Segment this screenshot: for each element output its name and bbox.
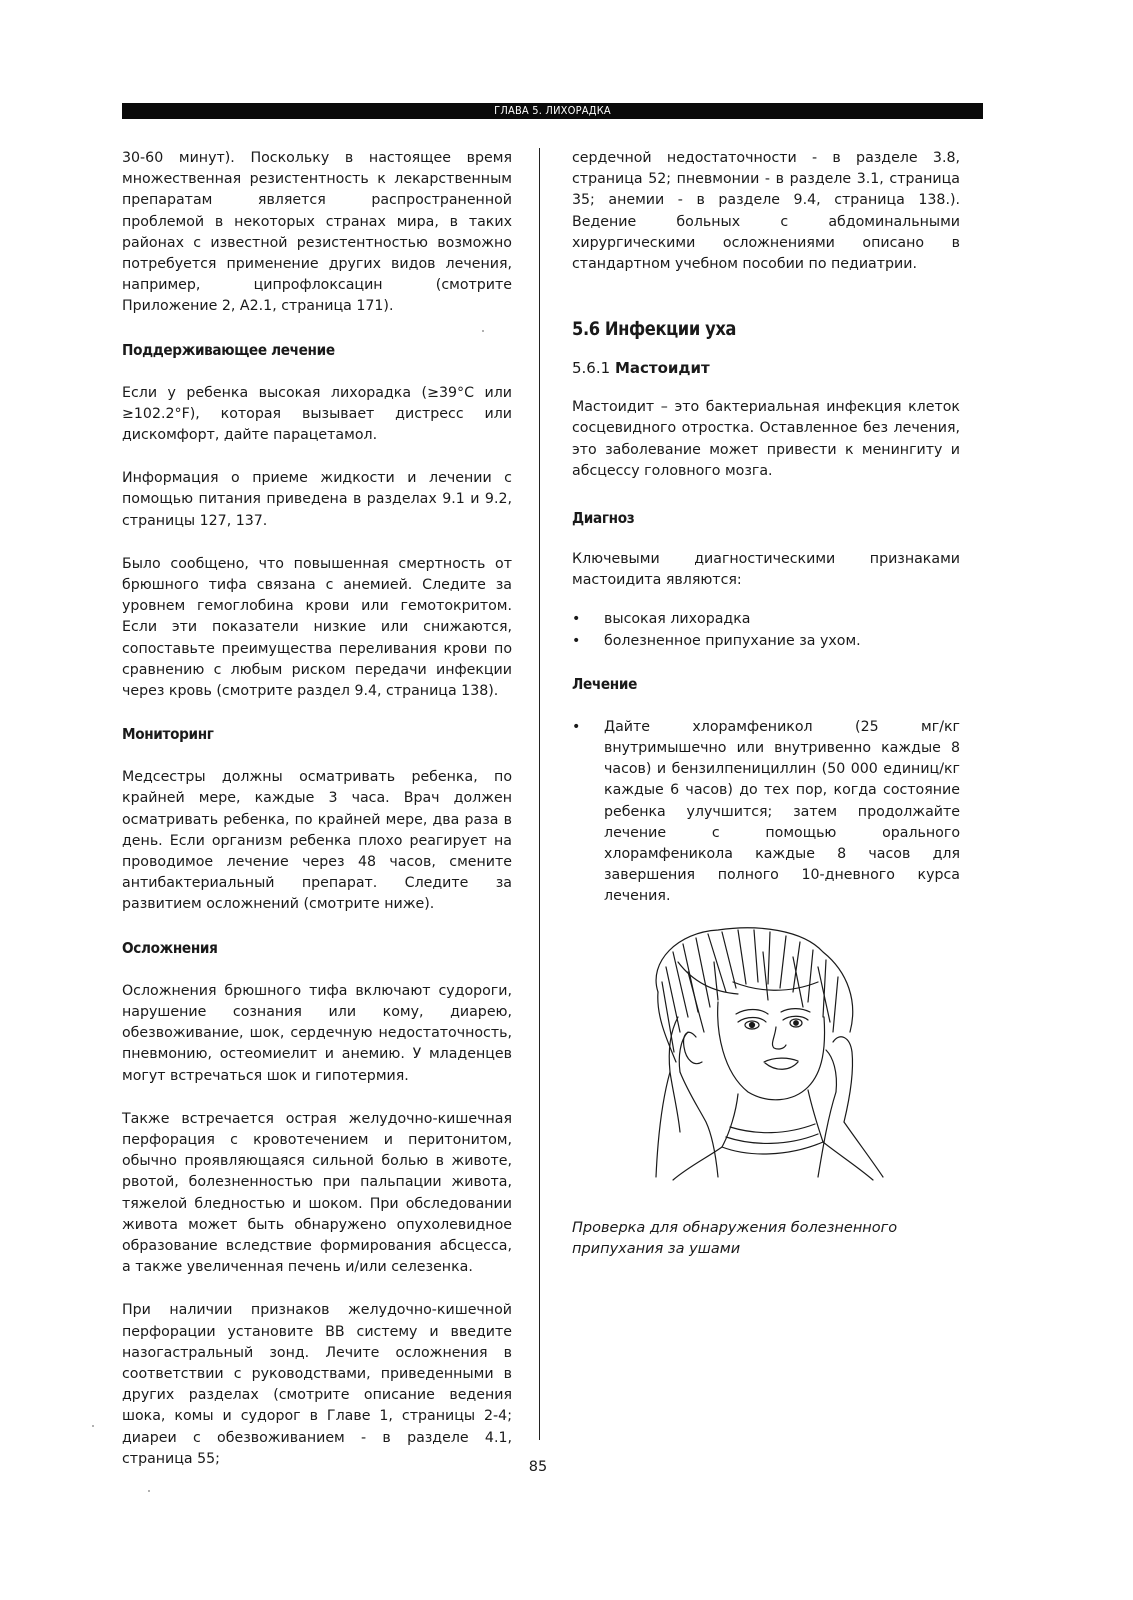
continuation-paragraph: сердечной недостаточности - в разделе 3.8, страница 52; пневмонии - в разделе 3.1, страница 35; анемии - в разделе 9.4, страница 138.). Ведение больных с абдоминальными хирургическими осложнениями описано в стандартном учебном пособии по педиатрии. [572, 150, 960, 273]
bullet-icon: • [572, 611, 581, 628]
diagnosis-list [572, 609, 960, 651]
column-divider [539, 148, 540, 1440]
chapter-header [122, 103, 983, 119]
complications-heading: Осложнения [122, 938, 218, 957]
list-item: • Дайте хлорамфеникол (25 мг/кг внутримышечно или внутривенно каждые 8 часов) и бензилпенициллин (50 000 единиц/кг каждые 6 часов) до тех пор, когда состояние ребенка улучшится; затем продолжайте лечение с помощью орального хлорамфеникола каждые 8 часов для завершения полного 10-дневного курса лечения. [572, 718, 960, 905]
supportive-care-heading: Поддерживающее лечение [122, 340, 335, 359]
supportive-paragraph-3: Было сообщено, что повышенная смертность от брюшного тифа связана с анемией. Следите за уровнем гемоглобина крови или гемотокритом. Если эти показатели низкие или снижаются, сопоставьте преимущества переливания крови по сравнению с любым риском передачи инфекции через кровь (смотрите раздел 9.4, страница 138). [122, 555, 512, 700]
diagnosis-heading: Диагноз [572, 509, 635, 528]
diagnosis-paragraph: Ключевыми диагностическими признаками мастоидита являются: [572, 551, 960, 589]
subsection-heading [572, 357, 960, 379]
left-column [122, 148, 512, 1470]
supportive-paragraph-1: Если у ребенка высокая лихорадка (≥39°С или ≥102.2°F), которая вызывает дистресс или дискомфорт, дайте парацетамол. [122, 384, 512, 444]
list-item: • высокая лихорадка [572, 609, 960, 630]
scan-speck [92, 1425, 94, 1427]
figure-caption: Проверка для обнаружения болезненного припухания за ушами [572, 1220, 898, 1257]
bullet-icon: • [572, 632, 581, 649]
treatment-heading: Лечение [572, 674, 637, 693]
page-number: 85 [528, 1459, 548, 1475]
complications-paragraph-1: Осложнения брюшного тифа включают судороги, нарушение сознания или кому, диарею, обезвоживание, шок, сердечную недостаточность, пневмонию, остеомиелит и анемию. У младенцев могут встречаться шок и гипотермия. [122, 982, 512, 1084]
treatment-list [572, 717, 960, 908]
complications-paragraph-3: При наличии признаков желудочно-кишечной перфорации установите ВВ систему и введите назогастральный зонд. Лечите осложнения в соответствии с руководствами, приведенными в других разделах (смотрите описание ведения шока, комы и судорог в Главе 1, страницы 2-4; диареи с обезвоживанием - в разделе 4.1, страница 55; [122, 1302, 512, 1467]
scan-speck [148, 1490, 150, 1492]
section-heading-ear-infections: 5.6 Инфекции уха [572, 318, 737, 341]
child-ear-examination-illustration [618, 922, 898, 1182]
subsection-number: 5.6.1 [572, 359, 611, 378]
complications-paragraph-2: Также встречается острая желудочно-кишечная перфорация с кровотечением и перитонитом, обычно проявляющаяся сильной болью в животе, рвотой, болезненностью при пальпации живота, тяжелой бледностью и шоком. При обследовании живота может быть обнаружено опухолевидное образование вследствие формирования абсцесса, а также увеличенная печень и/или селезенка. [122, 1110, 512, 1276]
list-item: • болезненное припухание за ухом. [572, 631, 960, 652]
supportive-paragraph-2: Информация о приеме жидкости и лечении с помощью питания приведена в разделах 9.1 и 9.2, страницы 127, 137. [122, 470, 512, 529]
monitoring-heading: Мониторинг [122, 725, 214, 744]
scan-speck [482, 330, 484, 332]
intro-paragraph: 30-60 минут). Поскольку в настоящее время множественная резистентность к лекарственным препаратам является распространенной проблемой в некоторых странах мира, в таких районах с известной резистентностью возможно потребуется применение других видов лечения, например, ципрофлоксацин (смотрите Приложение 2, А2.1, страница 171). [122, 150, 512, 315]
mastoiditis-paragraph: Мастоидит – это бактериальная инфекция клеток сосцевидного отростка. Оставленное без лечения, это заболевание может привести к менингиту и абсцессу головного мозга. [572, 399, 960, 479]
chapter-title: ГЛАВА 5. ЛИХОРАДКА [494, 104, 611, 117]
monitoring-paragraph: Медсестры должны осматривать ребенка, по крайней мере, каждые 3 часа. Врач должен осматривать ребенка, по крайней мере, два раза в день. Если организм ребенка плохо реагирует на проводимое лечение через 48 часов, смените антибактериальный препарат. Следите за развитием осложнений (смотрите ниже). [122, 769, 512, 913]
right-column [572, 148, 960, 908]
bullet-icon: • [572, 718, 581, 735]
subsection-title: Мастоидит [614, 359, 710, 378]
